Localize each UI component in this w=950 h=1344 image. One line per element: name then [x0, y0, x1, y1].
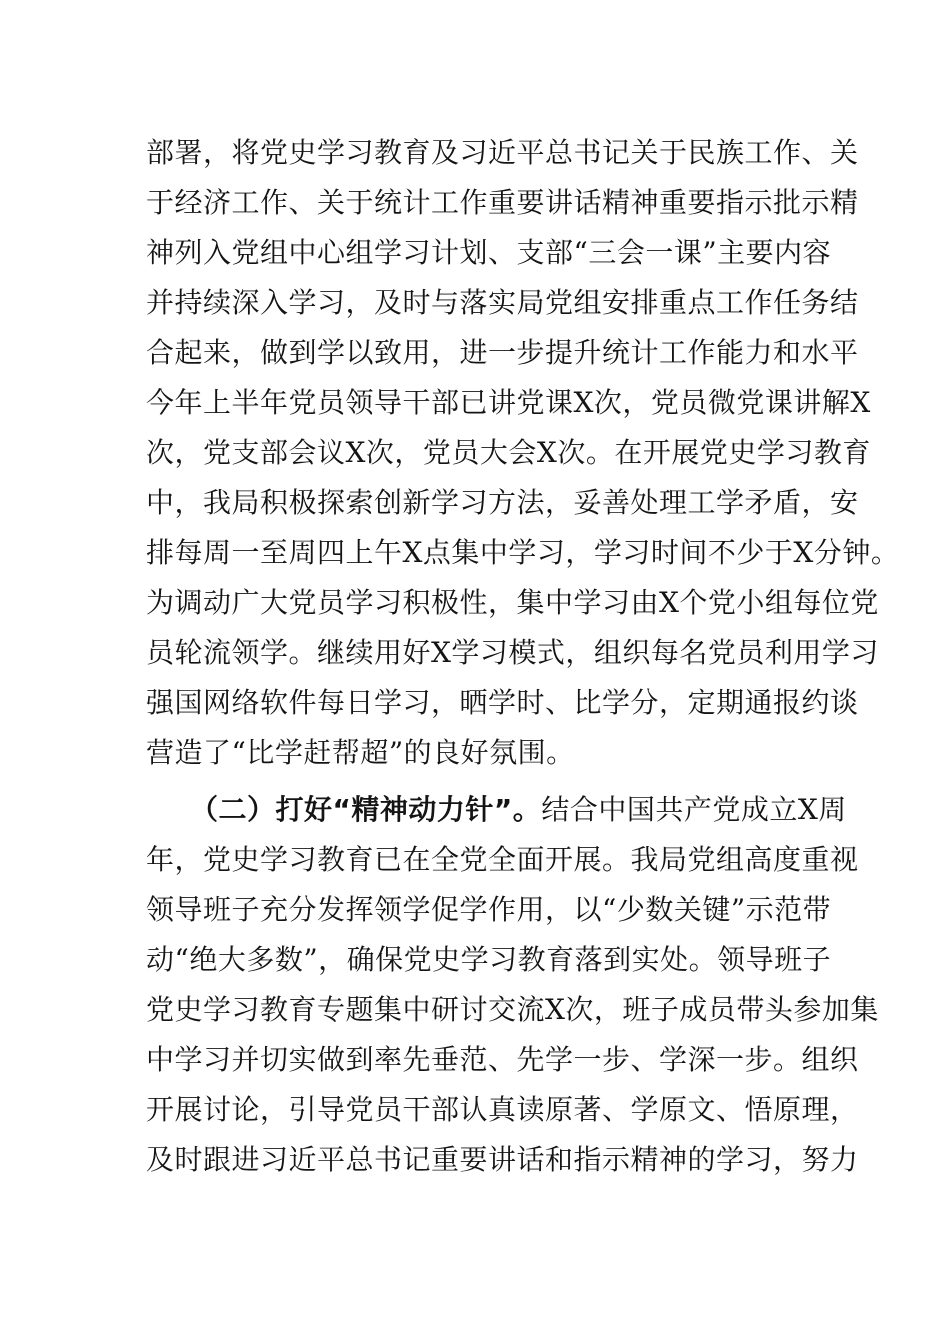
text-line: 党史学习教育专题集中研讨交流X次，班子成员带头参加集: [146, 993, 879, 1026]
text-line: 合起来，做到学以致用，进一步提升统计工作能力和水平: [146, 336, 859, 369]
section-heading-line: [190, 785, 880, 835]
text-line: 及时跟进习近平总书记重要讲话和指示精神的学习，努力: [146, 1143, 859, 1176]
text-line: 开展讨论，引导党员干部认真读原著、学原文、悟原理，: [146, 1093, 859, 1126]
text-line: 员轮流领学。继续用好X学习模式，组织每名党员利用学习: [146, 636, 879, 669]
text-line: 领导班子充分发挥领学促学作用，以“少数关键”示范带: [146, 893, 832, 926]
text-line: 次，党支部会议X次，党员大会X次。在开展党史学习教育: [146, 436, 871, 469]
text-line: 并持续深入学习，及时与落实局党组安排重点工作任务结: [146, 286, 859, 319]
text-line: 强国网络软件每日学习，晒学时、比学分，定期通报约谈: [146, 686, 859, 719]
text-line: 中，我局积极探索创新学习方法，妥善处理工学矛盾，安: [146, 486, 859, 519]
text-line: 为调动广大党员学习积极性，集中学习由X个党小组每位党: [146, 586, 879, 619]
text-line: 神列入党组中心组学习计划、支部“三会一课”主要内容: [146, 236, 832, 269]
text-line: 排每周一至周四上午X点集中学习，学习时间不少于X分钟。: [146, 536, 900, 569]
text-line: 动“绝大多数”，确保党史学习教育落到实处。领导班子: [146, 943, 832, 976]
text-line: 营造了“比学赶帮超”的良好氛围。: [146, 736, 575, 769]
text-line: 部署，将党史学习教育及习近平总书记关于民族工作、关: [146, 136, 859, 169]
text-line: 今年上半年党员领导干部已讲党课X次，党员微党课讲解X: [146, 386, 871, 419]
section-text: 结合中国共产党成立X周: [541, 793, 847, 826]
text-line: 于经济工作、关于统计工作重要讲话精神重要指示批示精: [146, 186, 859, 219]
text-line: 年，党史学习教育已在全党全面开展。我局党组高度重视: [146, 843, 859, 876]
text-line: 中学习并切实做到率先垂范、先学一步、学深一步。组织: [146, 1043, 859, 1076]
section-heading: （二）打好“精神动力针”。: [190, 793, 542, 826]
